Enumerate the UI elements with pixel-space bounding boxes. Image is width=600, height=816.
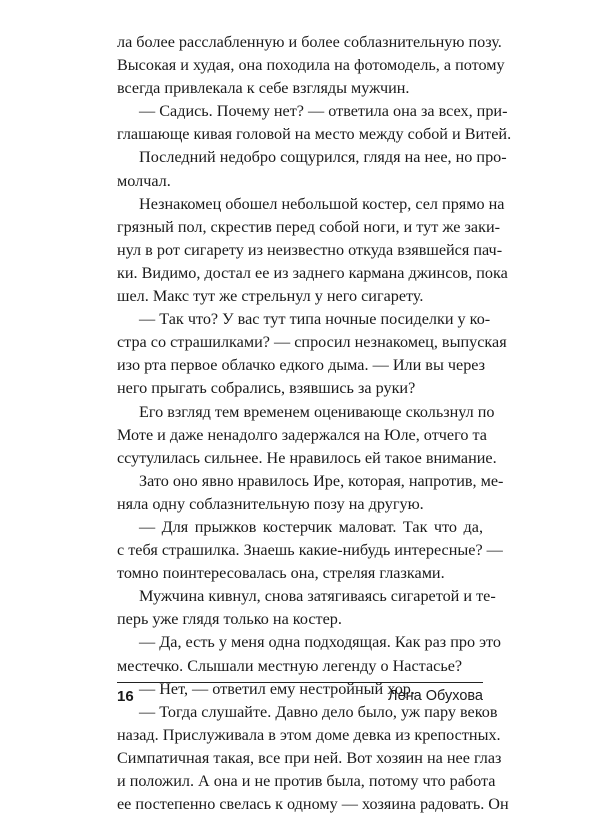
text-line: глашающе кивая головой на место между собой и Витей.	[117, 125, 512, 144]
text-line: няла одну соблазнительную позу на другую.	[117, 494, 424, 513]
text-line: с тебя страшилка. Знаешь какие-нибудь интересные? —	[117, 541, 503, 560]
text-line: Симпатичная такая, все при ней. Вот хозяин на нее глаз	[117, 748, 502, 767]
page-number: 16	[117, 688, 134, 705]
text-line: ки. Видимо, достал ее из заднего кармана джинсов, пока	[117, 263, 508, 282]
text-line: грязный пол, скрестив перед собой ноги, и тут же заки-	[117, 217, 501, 236]
text-line: Высокая и худая, она походила на фотомодель, а потому	[117, 56, 505, 75]
text-line: — Так что? У вас тут типа ночные посиделки у ко-	[139, 310, 491, 329]
text-line: — Садись. Почему нет? — ответила она за всех, при-	[139, 102, 508, 121]
text-line: и положил. А она и не против была, потому что работа	[117, 772, 496, 790]
text-line: ла более расслабленную и более соблазнительную позу.	[117, 33, 502, 51]
text-line: — Для прыжков костерчик маловат. Так что да,	[139, 517, 483, 536]
text-line: Мужчина кивнул, снова затягиваясь сигаретой и те-	[139, 587, 496, 606]
text-line: изо рта первое облачко едкого дыма. — Или вы через	[117, 356, 486, 375]
author-name: Лена Обухова	[388, 688, 483, 704]
text-line: нул в рот сигарету из неизвестно откуда взявшейся пач-	[117, 240, 503, 259]
text-line: Моте и даже ненадолго задержался на Юле, отчего та	[117, 425, 487, 444]
text-line: — Да, есть у меня одна подходящая. Как раз про это	[139, 633, 502, 652]
text-line: перь уже глядя только на костер.	[117, 610, 342, 629]
text-line: — Нет, — ответил ему нестройный хор.	[139, 679, 415, 698]
text-line: всегда привлекала к себе взгляды мужчин.	[117, 79, 410, 98]
text-line: него прыгать собрались, взявшись за руки?	[117, 379, 416, 398]
text-line: ее постепенно свелась к одному — хозяина радовать. Он	[117, 795, 509, 814]
text-line: — Тогда слушайте. Давно дело было, уж пару веков	[139, 702, 498, 721]
text-line: Его взгляд тем временем оценивающе скользнул по	[139, 402, 495, 421]
text-line: ссутулилась сильнее. Не нравилось ей такое внимание.	[117, 448, 497, 467]
text-line: молчал.	[117, 171, 171, 190]
text-line: Незнакомец обошел небольшой костер, сел прямо на	[139, 194, 505, 213]
text-line: Зато оно явно нравилось Ире, которая, напротив, ме-	[139, 471, 504, 490]
text-line: шел. Макс тут же стрельнул у него сигарету.	[117, 287, 424, 306]
text-line: стра со страшилками? — спросил незнакомец, выпуская	[117, 333, 507, 352]
text-line: местечко. Слышали местную легенду о Настасье?	[117, 656, 463, 675]
text-line: назад. Прислуживала в этом доме девка из крепостных.	[117, 725, 501, 744]
text-line: Последний недобро сощурился, глядя на нее, но про-	[139, 148, 507, 167]
text-line: томно поинтересовалась она, стреляя глазками.	[117, 564, 445, 583]
